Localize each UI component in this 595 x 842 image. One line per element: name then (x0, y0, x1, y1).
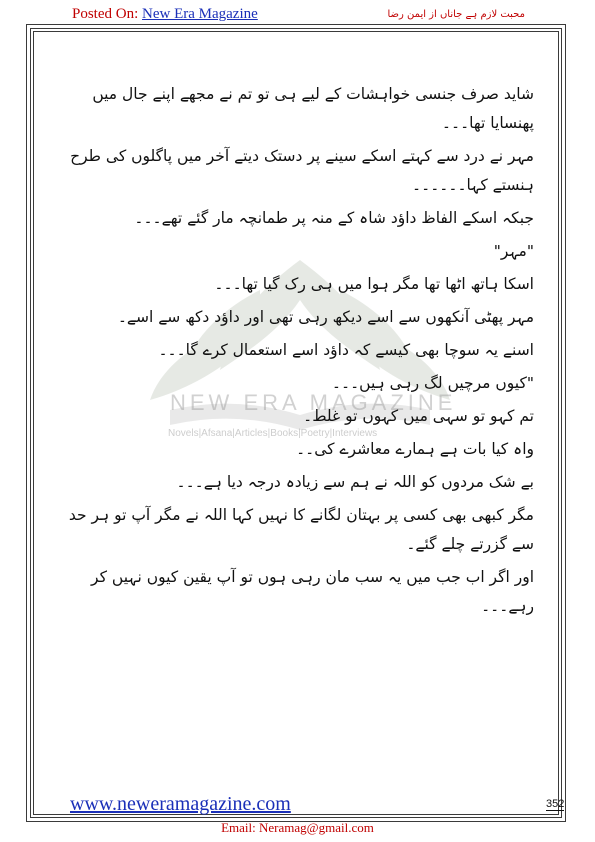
header-posted-on (72, 6, 258, 23)
text-line: مگر کبھی بھی کسی پر بہتان لگانے کا نہیں کہا اللہ نے مگر آپ تو ہر حد سے گزرتے چلے گئے۔ (68, 506, 534, 553)
footer-email: Email: Neramag@gmail.com (221, 820, 374, 835)
book-title: محبت لازم ہے جاناں از ایمن رضا (387, 9, 525, 20)
text-line: مہر پھٹی آنکھوں سے اسے دیکھ رہی تھی اور داؤد دکھ سے اسے۔ (117, 308, 534, 326)
text-line: واہ کیا بات ہے ہمارے معاشرے کی۔۔ (296, 440, 534, 458)
page-number: 352 (546, 798, 565, 810)
text-line: مہر نے درد سے کہتے اسکے سینے پر دستک دیتے آخر میں پاگلوں کی طرح ہنستے کہا۔۔۔۔۔۔ (70, 147, 534, 194)
text-line: شاید صرف جنسی خواہشات کے لیے ہی تو تم نے مجھے اپنے جال میں پھنسایا تھا۔۔۔ (92, 85, 534, 132)
text-line: اسکا ہاتھ اٹھا تھا مگر ہوا میں ہی رک گیا تھا۔۔۔ (214, 275, 534, 293)
text-line: تم کہو تو سہی میں کہوں تو غلط۔ (303, 407, 534, 425)
text-line: اسنے یہ سوچا بھی کیسے کہ داؤد اسے استعمال کرے گا۔۔۔ (158, 341, 534, 359)
story-text (64, 80, 534, 625)
text-line: جبکہ اسکے الفاظ داؤد شاہ کے منہ پر طمانچہ مار گئے تھے۔۔۔ (134, 209, 534, 227)
posted-on-label: Posted On: (72, 6, 139, 22)
watermark-brand: NEW ERA MAGAZINE (170, 390, 457, 415)
watermark-tagline: Novels|Afsana|Articles|Books|Poetry|Interviews (168, 428, 378, 439)
website-link[interactable]: www.neweramagazine.com (70, 793, 291, 815)
magazine-link[interactable]: New Era Magazine (142, 6, 258, 22)
text-line: "مہر" (493, 242, 534, 260)
text-line: بے شک مردوں کو اللہ نے ہم سے زیادہ درجہ دیا ہے۔۔۔ (176, 473, 534, 491)
text-line: "کیوں مرچیں لگ رہی ہیں۔۔۔ (331, 374, 534, 392)
text-line: اور اگر اب جب میں یہ سب مان رہی ہوں تو آپ یقین کیوں نہیں کر رہے۔۔۔ (91, 568, 534, 615)
